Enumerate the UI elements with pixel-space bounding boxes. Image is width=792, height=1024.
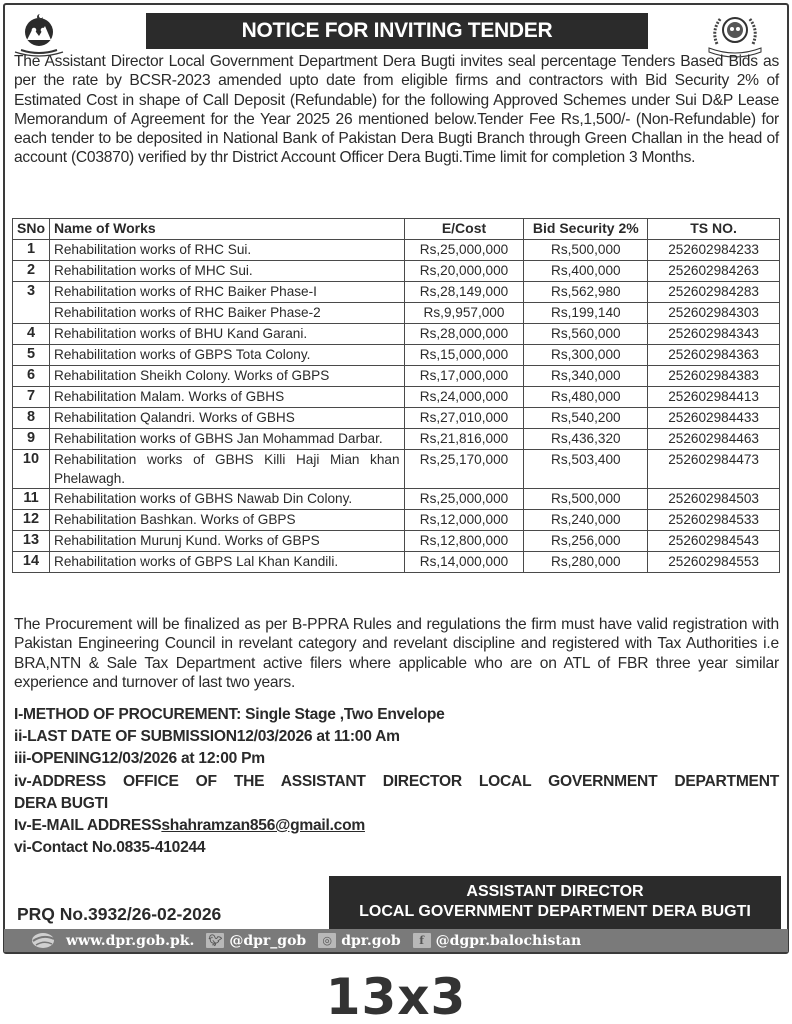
- cell-bid-security: Rs,500,000: [524, 240, 648, 261]
- cell-estimated-cost: Rs,27,010,000: [404, 408, 524, 429]
- cell-ts-no: 252602984233: [648, 240, 780, 261]
- table-row: [13, 450, 780, 489]
- cell-estimated-cost: Rs,21,816,000: [404, 429, 524, 450]
- cell-bid-security: Rs,562,980: [524, 282, 648, 303]
- table-row: [13, 531, 780, 552]
- cell-name-of-work: Rehabilitation works of RHC Baiker Phase-I: [50, 282, 405, 303]
- table-header-row: [13, 219, 780, 240]
- opening-date: iii-OPENING12/03/2026 at 12:00 Pm: [14, 750, 265, 768]
- cell-sno: 2: [13, 261, 50, 282]
- cell-estimated-cost: Rs,9,957,000: [404, 303, 524, 324]
- cell-name-of-work: Rehabilitation works of GBHS Killi Haji Mian khan Phelawagh.: [50, 450, 405, 489]
- works-table: [12, 218, 780, 573]
- cell-name-of-work: Rehabilitation works of GBPS Tota Colony.: [50, 345, 405, 366]
- instagram-item[interactable]: [318, 933, 400, 949]
- cell-sno: 13: [13, 531, 50, 552]
- social-bar: [4, 929, 788, 952]
- cell-ts-no: 252602984473: [648, 450, 780, 489]
- cell-bid-security: Rs,400,000: [524, 261, 648, 282]
- signature-department: LOCAL GOVERNMENT DEPARTMENT DERA BUGTI: [359, 903, 751, 920]
- cell-ts-no: 252602984433: [648, 408, 780, 429]
- cell-estimated-cost: Rs,15,000,000: [404, 345, 524, 366]
- cell-sno: 14: [13, 552, 50, 573]
- tender-points: [14, 704, 779, 859]
- cell-name-of-work: Rehabilitation works of GBHS Nawab Din Colony.: [50, 489, 405, 510]
- cell-bid-security: Rs,300,000: [524, 345, 648, 366]
- table-row: [13, 345, 780, 366]
- cell-bid-security: Rs,240,000: [524, 510, 648, 531]
- header-ts-no: TS NO.: [648, 219, 780, 240]
- header-sno: SNo: [13, 219, 50, 240]
- cell-bid-security: Rs,480,000: [524, 387, 648, 408]
- table-row: [13, 489, 780, 510]
- table-row: [13, 552, 780, 573]
- cell-ts-no: 252602984413: [648, 387, 780, 408]
- website-item[interactable]: [30, 932, 194, 949]
- cell-bid-security: Rs,340,000: [524, 366, 648, 387]
- cell-ts-no: 252602984543: [648, 531, 780, 552]
- email-label: Iv-E-MAIL ADDRESS: [14, 817, 162, 835]
- instagram-handle: dpr.gob: [341, 932, 401, 949]
- cell-sno: 9: [13, 429, 50, 450]
- facebook-item[interactable]: [413, 933, 581, 949]
- cell-sno: 7: [13, 387, 50, 408]
- cell-estimated-cost: Rs,25,170,000: [404, 450, 524, 489]
- cell-ts-no: 252602984553: [648, 552, 780, 573]
- cell-sno: 10: [13, 450, 50, 489]
- contact-number: vi-Contact No.0835-410244: [14, 839, 206, 857]
- cell-estimated-cost: Rs,24,000,000: [404, 387, 524, 408]
- intro-paragraph: The Assistant Director Local Government Department Dera Bugti invites seal percentage Tenders Based Bids as per the rate by BCSR-2023 amended upto date from eligible firms and contractors with Bid Security 2% of Estimated Cost in shape of Call Deposit (Refundable) for the following Approved Schemes under Sui D&P Lease Memorandum of Agreement for the Year 2025 26 mentioned below.Tender Fee Rs,1,500/- (Non-Refundable) for each tender to be deposited in National Bank of Pakistan Dera Bugti Branch through Green Challan in the head of account (C03870) verified by thr District Account Officer Dera Bugti.Time limit for completion 3 Months.: [14, 53, 779, 167]
- prq-number: PRQ No.3932/26-02-2026: [17, 904, 222, 924]
- table-row: [13, 366, 780, 387]
- facebook-icon: f: [413, 933, 431, 948]
- cell-ts-no: 252602984383: [648, 366, 780, 387]
- notice-title: NOTICE FOR INVITING TENDER: [146, 13, 648, 49]
- cell-name-of-work: Rehabilitation works of GBPS Lal Khan Kandili.: [50, 552, 405, 573]
- local-government-seal-icon: [703, 8, 767, 58]
- cell-bid-security: Rs,560,000: [524, 324, 648, 345]
- cell-ts-no: 252602984363: [648, 345, 780, 366]
- table-row: [13, 408, 780, 429]
- cell-bid-security: Rs,199,140: [524, 303, 648, 324]
- table-row: [13, 240, 780, 261]
- table-row: [13, 324, 780, 345]
- cell-name-of-work: Rehabilitation works of MHC Sui.: [50, 261, 405, 282]
- signature-title: ASSISTANT DIRECTOR: [466, 883, 644, 900]
- table-row: [13, 282, 780, 303]
- cell-ts-no: 252602984533: [648, 510, 780, 531]
- last-date-of-submission: ii-LAST DATE OF SUBMISSION12/03/2026 at 11:00 Am: [14, 728, 400, 746]
- cell-name-of-work: Rehabilitation works of BHU Kand Garani.: [50, 324, 405, 345]
- cell-bid-security: Rs,256,000: [524, 531, 648, 552]
- email-line: [14, 815, 779, 837]
- cell-name-of-work: Rehabilitation works of RHC Sui.: [50, 240, 405, 261]
- cell-name-of-work: Rehabilitation Murunj Kund. Works of GBPS: [50, 531, 405, 552]
- cell-estimated-cost: Rs,12,800,000: [404, 531, 524, 552]
- cell-estimated-cost: Rs,14,000,000: [404, 552, 524, 573]
- address-line-1: iv-ADDRESS OFFICE OF THE ASSISTANT DIRECTOR LOCAL GOVERNMENT DEPARTMENT: [14, 772, 779, 790]
- email-link[interactable]: shahramzan856@gmail.com: [161, 817, 365, 835]
- facebook-handle: @dgpr.balochistan: [435, 932, 582, 949]
- cell-sno: 3: [13, 282, 50, 303]
- cell-sno: 11: [13, 489, 50, 510]
- cell-name-of-work: Rehabilitation Qalandri. Works of GBHS: [50, 408, 405, 429]
- cell-ts-no: 252602984343: [648, 324, 780, 345]
- cell-name-of-work: Rehabilitation Sheikh Colony. Works of GBPS: [50, 366, 405, 387]
- cell-estimated-cost: Rs,28,149,000: [404, 282, 524, 303]
- cell-estimated-cost: Rs,28,000,000: [404, 324, 524, 345]
- table-row: [13, 429, 780, 450]
- cell-sno: [13, 303, 50, 324]
- cell-ts-no: 252602984303: [648, 303, 780, 324]
- cell-sno: 6: [13, 366, 50, 387]
- ad-size-label: 13x3: [325, 968, 467, 1024]
- balochistan-emblem-icon: [11, 10, 67, 58]
- table-row: [13, 261, 780, 282]
- cell-ts-no: 252602984463: [648, 429, 780, 450]
- cell-bid-security: Rs,500,000: [524, 489, 648, 510]
- globe-icon: [30, 932, 56, 949]
- header-cost: E/Cost: [404, 219, 524, 240]
- cell-estimated-cost: Rs,20,000,000: [404, 261, 524, 282]
- website-text: www.dpr.gob.pk.: [66, 932, 195, 949]
- cell-name-of-work: Rehabilitation Bashkan. Works of GBPS: [50, 510, 405, 531]
- cell-sno: 4: [13, 324, 50, 345]
- cell-bid-security: Rs,540,200: [524, 408, 648, 429]
- twitter-handle: @dpr_gob: [229, 932, 307, 949]
- signature-block: [329, 876, 781, 930]
- twitter-icon: 🐦︎: [206, 933, 224, 948]
- header-name: Name of Works: [50, 219, 405, 240]
- cell-name-of-work: Rehabilitation works of RHC Baiker Phase-2: [50, 303, 405, 324]
- cell-name-of-work: Rehabilitation Malam. Works of GBHS: [50, 387, 405, 408]
- cell-estimated-cost: Rs,25,000,000: [404, 240, 524, 261]
- cell-sno: 8: [13, 408, 50, 429]
- cell-sno: 12: [13, 510, 50, 531]
- table-row: [13, 387, 780, 408]
- cell-sno: 5: [13, 345, 50, 366]
- cell-bid-security: Rs,280,000: [524, 552, 648, 573]
- cell-name-of-work: Rehabilitation works of GBHS Jan Mohammad Darbar.: [50, 429, 405, 450]
- procurement-paragraph: The Procurement will be finalized as per B-PPRA Rules and regulations the firm must have valid registration with Pakistan Engineering Council in revelant category and revelant discipline and registered with Tax Authorities i.e BRA,NTN & Sale Tax Department active filers where applicable who are on ATL of FBR three year similar experience and turnover of last two years.: [14, 616, 779, 691]
- instagram-icon: ◎: [318, 933, 336, 948]
- cell-ts-no: 252602984283: [648, 282, 780, 303]
- cell-estimated-cost: Rs,25,000,000: [404, 489, 524, 510]
- cell-ts-no: 252602984263: [648, 261, 780, 282]
- cell-estimated-cost: Rs,17,000,000: [404, 366, 524, 387]
- cell-sno: 1: [13, 240, 50, 261]
- table-row: [13, 303, 780, 324]
- method-of-procurement: I-METHOD OF PROCUREMENT: Single Stage ,Two Envelope: [14, 706, 445, 723]
- cell-ts-no: 252602984503: [648, 489, 780, 510]
- table-row: [13, 510, 780, 531]
- header-bid-security: Bid Security 2%: [524, 219, 648, 240]
- cell-bid-security: Rs,436,320: [524, 429, 648, 450]
- cell-bid-security: Rs,503,400: [524, 450, 648, 489]
- twitter-item[interactable]: [206, 933, 306, 949]
- cell-estimated-cost: Rs,12,000,000: [404, 510, 524, 531]
- address-line-2: DERA BUGTI: [14, 794, 108, 812]
